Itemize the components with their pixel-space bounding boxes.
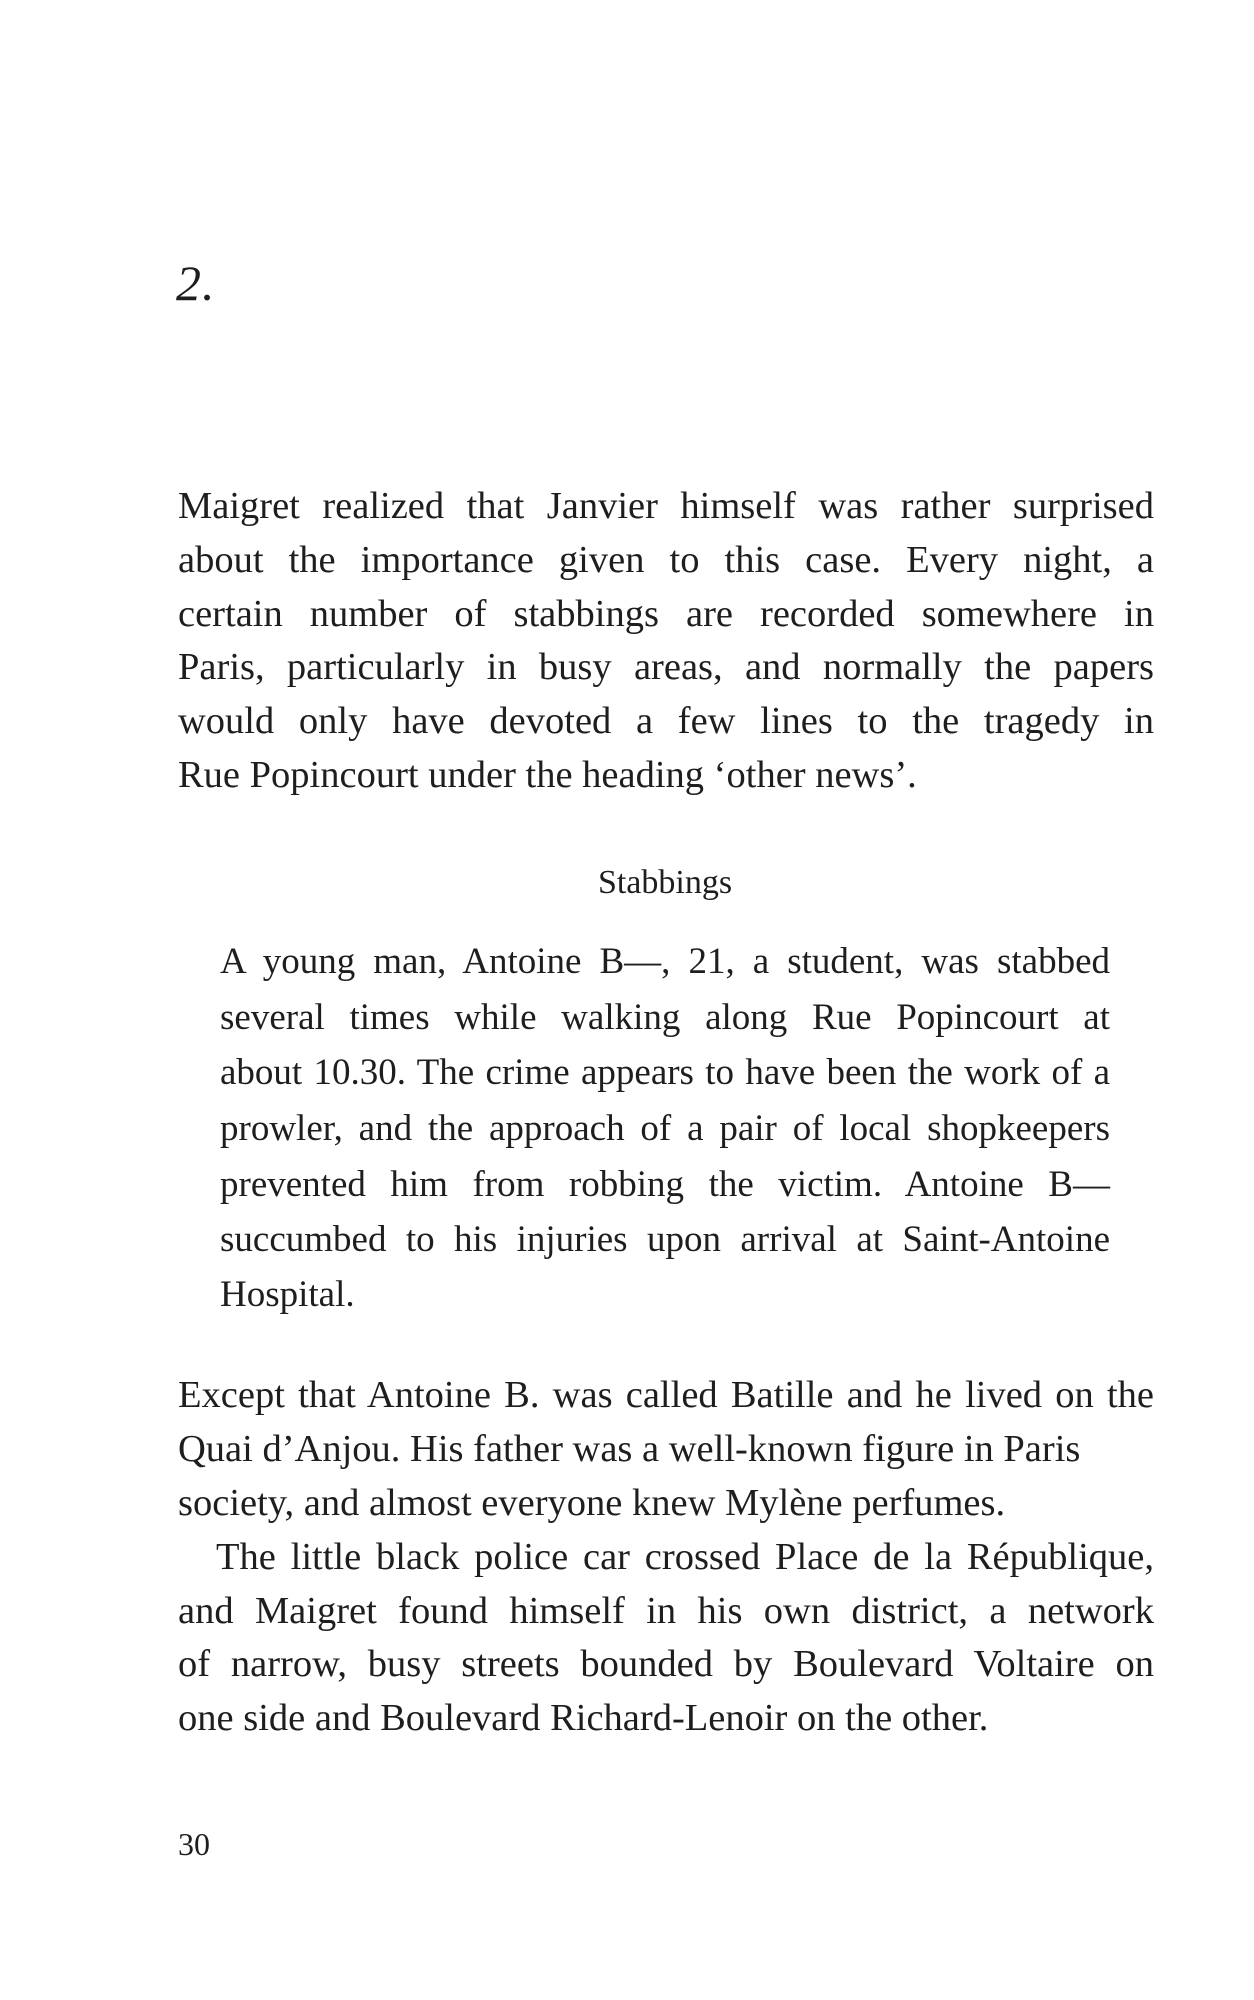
excerpt-line: succumbed to his injuries upon arrival at Saint-Antoine bbox=[220, 1219, 1110, 1260]
paragraph-line: about the importance given to this case. Every night, a bbox=[178, 539, 1154, 581]
paragraph-line: and Maigret found himself in his own district, a network bbox=[178, 1590, 1154, 1632]
paragraph-line: Rue Popincourt under the heading ‘other news’. bbox=[178, 754, 917, 796]
chapter-number: 2. bbox=[176, 255, 216, 311]
paragraph-line: Quai d’Anjou. His father was a well-known figure in Paris bbox=[178, 1428, 1081, 1470]
paragraph-line: certain number of stabbings are recorded somewhere in bbox=[178, 593, 1154, 635]
paragraph-line: one side and Boulevard Richard-Lenoir on the other. bbox=[178, 1697, 989, 1739]
paragraph-line: society, and almost everyone knew Mylène perfumes. bbox=[178, 1482, 1006, 1524]
paragraph-line: would only have devoted a few lines to the tragedy in bbox=[178, 700, 1154, 742]
excerpt-line: Hospital. bbox=[220, 1274, 355, 1315]
excerpt-line: prowler, and the approach of a pair of local shopkeepers bbox=[220, 1108, 1110, 1149]
paragraph-line: Maigret realized that Janvier himself was rather surprised bbox=[178, 485, 1154, 527]
paragraph-line: Except that Antoine B. was called Batille and he lived on the bbox=[178, 1374, 1154, 1416]
news-heading: Stabbings bbox=[597, 864, 733, 901]
paragraph-line: of narrow, busy streets bounded by Boulevard Voltaire on bbox=[178, 1643, 1154, 1685]
excerpt-line: several times while walking along Rue Popincourt at bbox=[220, 997, 1110, 1038]
paragraph-line: The little black police car crossed Place de la République, bbox=[216, 1536, 1154, 1578]
excerpt-line: about 10.30. The crime appears to have been the work of a bbox=[220, 1052, 1110, 1093]
excerpt-line: prevented him from robbing the victim. Antoine B— bbox=[220, 1164, 1110, 1205]
excerpt-line: A young man, Antoine B—, 21, a student, was stabbed bbox=[220, 941, 1110, 982]
page-number: 30 bbox=[178, 1826, 210, 1862]
paragraph-line: Paris, particularly in busy areas, and normally the papers bbox=[178, 646, 1154, 688]
